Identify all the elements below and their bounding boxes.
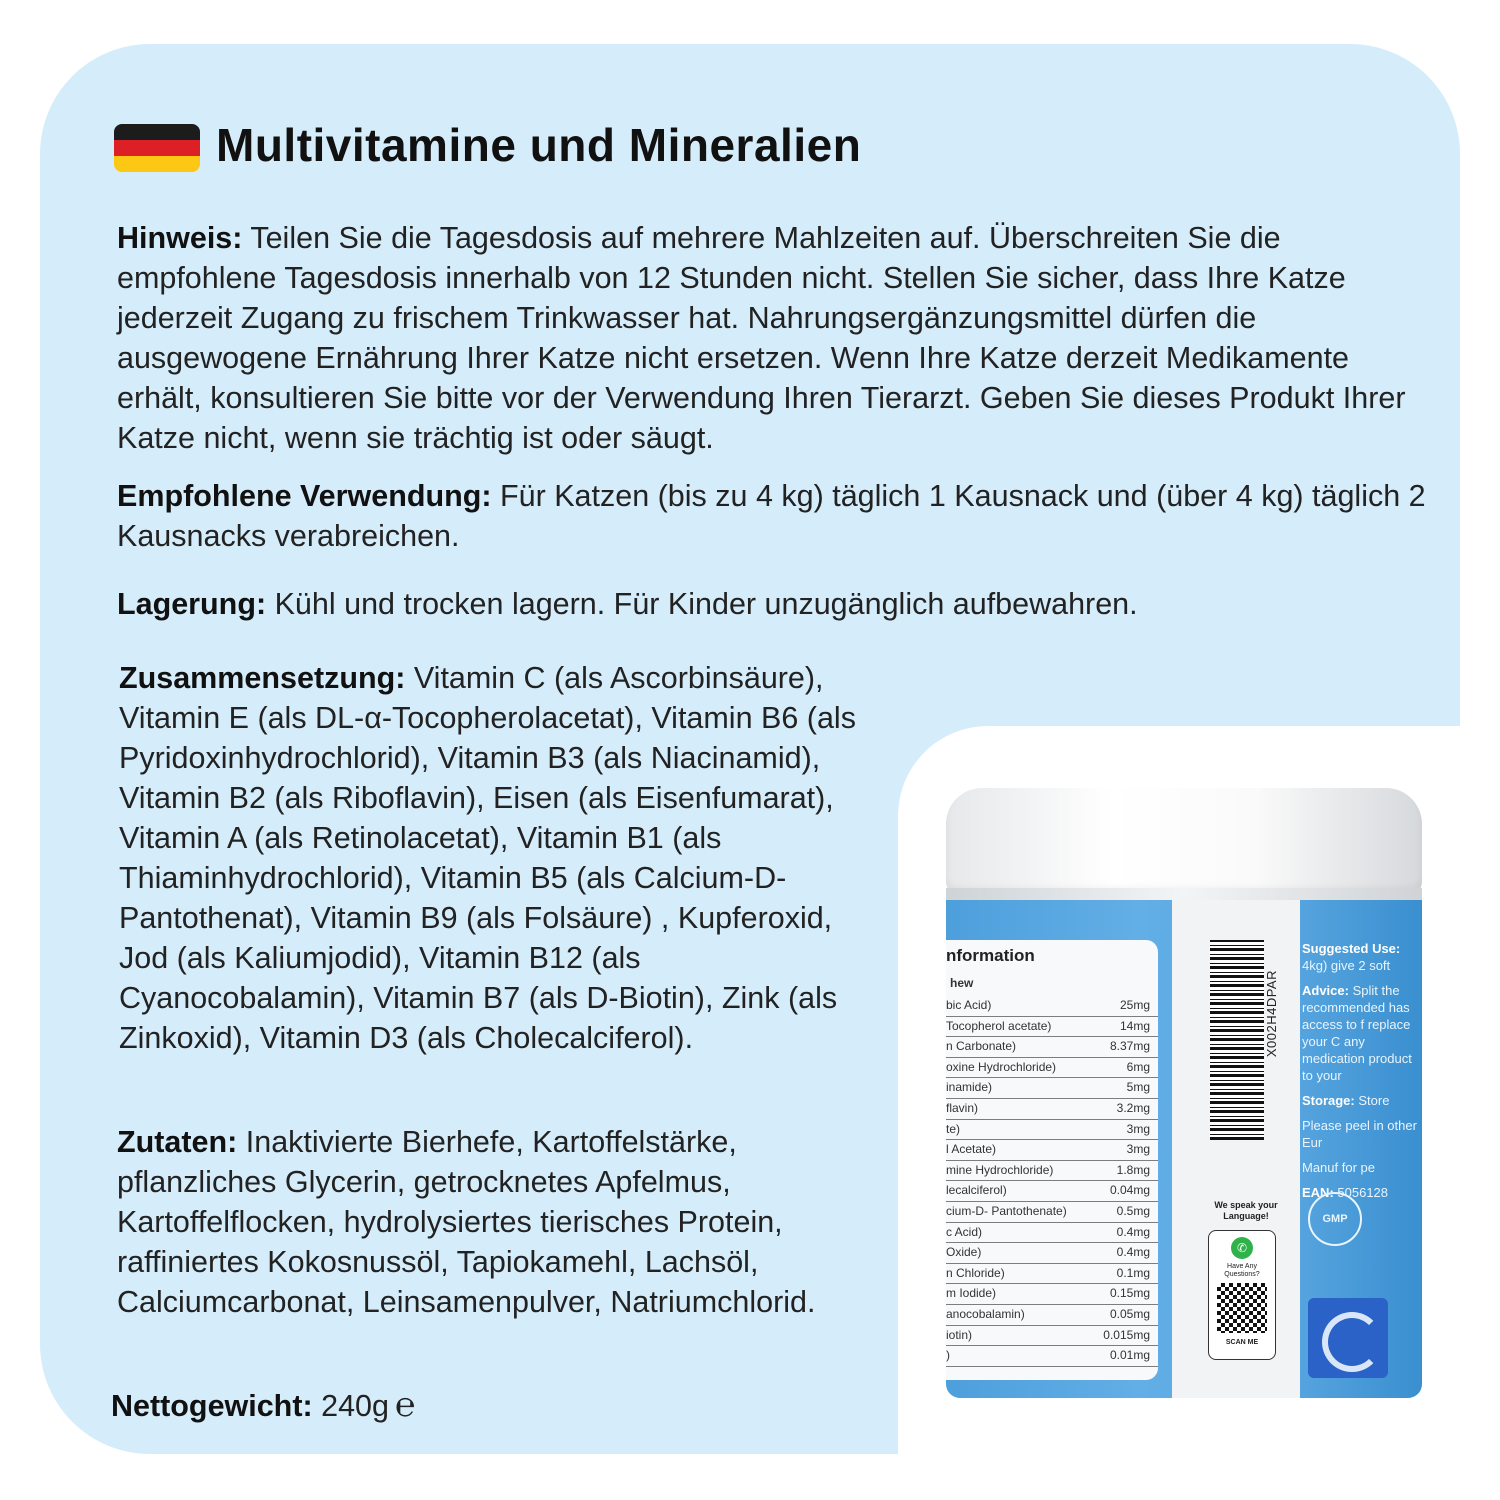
- jar-side-line-text: Split the recommended has access to f replace your C any medication product to your: [1302, 983, 1412, 1083]
- nutrition-row-amount: 25mg: [1119, 998, 1150, 1012]
- nutrition-row-amount: 3mg: [1126, 1121, 1150, 1136]
- nutrition-row-amount: 0.05mg: [1109, 1306, 1150, 1321]
- nutrition-row: [946, 1223, 1158, 1244]
- nutrition-row-name: anocobalamin): [946, 1306, 1025, 1321]
- jar-side-line-label: Advice:: [1302, 983, 1349, 998]
- jar-side-line: [1302, 1117, 1422, 1151]
- nutrition-row-amount: 0.04mg: [1109, 1183, 1150, 1198]
- jar-side-line-text: 4kg) give 2 soft: [1302, 958, 1391, 973]
- lagerung-paragraph: [117, 584, 1437, 624]
- scan-me-text: SCAN ME: [1225, 1339, 1259, 1346]
- qr-card: [1208, 1230, 1276, 1360]
- hinweis-text: Teilen Sie die Tagesdosis auf mehrere Mahlzeiten auf. Überschreiten Sie die empfohlene Tagesdosis innerhalb von 12 Stunden nicht. Stellen Sie sicher, dass Ihre Katze jederzeit Zugang zu frischem Trinkwasser hat. Nahrungsergänzungsmittel dürfen die ausgewogene Ernährung Ihrer Katze nicht ersetzen. Wenn Ihre Katze derzeit Medikamente erhält, konsultieren Sie bitte vor der Verwendung Ihren Tierarzt. Geben Sie dieses Produkt Ihrer Katze nicht, wenn sie trächtig ist oder säugt.: [117, 221, 1406, 455]
- nutrition-row-name: flavin): [946, 1100, 979, 1115]
- jar-side-line-text: Please peel in other Eur: [1302, 1118, 1417, 1150]
- jar-side-line-label: EAN:: [1302, 1185, 1334, 1200]
- barcode-text: X002H4DPAR: [1264, 970, 1279, 1058]
- estimated-sign-icon: ℮: [394, 1385, 416, 1425]
- nutrition-row-amount: 3.2mg: [1116, 1100, 1150, 1115]
- nutrition-row-amount: 3mg: [1126, 1142, 1150, 1157]
- jar-side-line-text: Store: [1354, 1093, 1390, 1108]
- germany-flag-icon: [114, 124, 200, 172]
- questions-text: Have Any Questions?: [1224, 1263, 1260, 1278]
- jar-body: [946, 900, 1422, 1398]
- brand-logo-ring: [1322, 1312, 1382, 1372]
- nutrition-row-name: n Carbonate): [946, 1039, 1017, 1054]
- jar-lid: [946, 788, 1422, 894]
- nutrition-row-name: iotin): [946, 1327, 973, 1342]
- nutrition-panel: [946, 940, 1158, 1380]
- jar-side-line-text: Manuf for pe: [1302, 1160, 1375, 1175]
- netto-label: Nettogewicht:: [111, 1389, 313, 1423]
- nutrition-row-name: oxine Hydrochloride): [946, 1059, 1057, 1074]
- lagerung-label: Lagerung:: [117, 587, 267, 621]
- nutrition-row: [946, 1202, 1158, 1223]
- nutrition-row-amount: 0.4mg: [1116, 1224, 1150, 1239]
- netto-paragraph: [111, 1385, 811, 1426]
- netto-value: 240g: [312, 1389, 389, 1423]
- page-title: Multivitamine und Mineralien: [216, 119, 862, 171]
- qr-code-icon: [1217, 1283, 1267, 1333]
- label-strip: [1172, 900, 1300, 1398]
- nutrition-row: [946, 1181, 1158, 1202]
- nutrition-panel-title: nformation: [946, 946, 1035, 965]
- zusammensetzung-label: Zusammensetzung:: [119, 661, 406, 695]
- lagerung-text: Kühl und trocken lagern. Für Kinder unzugänglich aufbewahren.: [266, 587, 1138, 621]
- nutrition-row: [946, 1058, 1158, 1079]
- jar-side-line-label: Suggested Use:: [1302, 941, 1401, 956]
- zutaten-text: Inaktivierte Bierhefe, Kartoffelstärke, pflanzliches Glycerin, getrocknetes Apfelmus, Kartoffelflocken, hydrolysiertes tierisches Protein, raffiniertes Kokosnussöl, Tapiokamehl, Lachsöl, Calciumcarbonat, Leinsamenpulver, Natriumchlorid.: [117, 1125, 816, 1319]
- nutrition-row-amount: 1.8mg: [1116, 1162, 1150, 1177]
- nutrition-row: [946, 1120, 1158, 1141]
- nutrition-row: [946, 1243, 1158, 1264]
- nutrition-row-amount: 8.37mg: [1109, 1039, 1150, 1054]
- jar-side-line: [1302, 1159, 1422, 1176]
- nutrition-row-name: Oxide): [946, 1245, 982, 1260]
- nutrition-row: [946, 1140, 1158, 1161]
- nutrition-row-name: n Chloride): [946, 1265, 1005, 1280]
- gmp-badge-icon: GMP: [1308, 1192, 1362, 1246]
- nutrition-row: [946, 1346, 1158, 1367]
- nutrition-row-amount: 14mg: [1119, 1018, 1150, 1033]
- speak-language-text: We speak your Language!: [1214, 1200, 1278, 1221]
- nutrition-row: [946, 1017, 1158, 1038]
- jar-side-line: [1302, 940, 1422, 974]
- nutrition-row-amount: 0.15mg: [1109, 1286, 1150, 1301]
- zusammensetzung-paragraph: [119, 658, 884, 1058]
- nutrition-row: [946, 1284, 1158, 1305]
- hinweis-paragraph: [117, 218, 1437, 458]
- nutrition-panel-subtitle: hew: [950, 976, 974, 990]
- nutrition-row-name: c Acid): [946, 1224, 983, 1239]
- verwendung-paragraph: [117, 476, 1437, 556]
- zusammensetzung-text: Vitamin C (als Ascorbinsäure), Vitamin E (als DL-α-Tocopherolacetat), Vitamin B6 (als Pyridoxinhydrochlorid), Vitamin B3 (als Niacinamid), Vitamin B2 (als Riboflavin), Eisen (als Eisenfumarat), Vitamin A (als Retinolacetat), Vitamin B1 (als Thiaminhydrochlorid), Vitamin B5 (als Calcium-D-Pantothenat), Vitamin B9 (als Folsäure) , Kupferoxid, Jod (als Kaliumjodid), Vitamin B12 (als Cyanocobalamin), Vitamin B7 (als D-Biotin), Zink (als Zinkoxid), Vitamin D3 (als Cholecalciferol).: [119, 661, 856, 1055]
- nutrition-row-name: mine Hydrochloride): [946, 1162, 1054, 1177]
- nutrition-row-name: inamide): [946, 1080, 993, 1095]
- nutrition-row-name: cium-D- Pantothenate): [946, 1203, 1067, 1218]
- barcode-icon: [1210, 940, 1264, 1140]
- zutaten-label: Zutaten:: [117, 1125, 238, 1159]
- nutrition-row-name: lecalciferol): [946, 1183, 1007, 1198]
- nutrition-row-amount: 5mg: [1126, 1080, 1150, 1095]
- nutrition-row-name: Tocopherol acetate): [946, 1018, 1052, 1033]
- nutrition-row-amount: 0.4mg: [1116, 1245, 1150, 1260]
- nutrition-row-name: bic Acid): [946, 998, 992, 1012]
- jar-side-line-text: 5056128: [1333, 1185, 1389, 1200]
- brand-logo-icon: [1308, 1298, 1388, 1378]
- whatsapp-icon: ✆: [1231, 1237, 1253, 1259]
- jar-side-text: [1302, 940, 1422, 1209]
- jar-side-line-label: Storage:: [1302, 1093, 1355, 1108]
- nutrition-rows: [946, 996, 1158, 1367]
- nutrition-row: [946, 1305, 1158, 1326]
- nutrition-row-amount: 0.015mg: [1103, 1327, 1150, 1342]
- hinweis-label: Hinweis:: [117, 221, 243, 255]
- nutrition-row-name: l Acetate): [946, 1142, 997, 1157]
- nutrition-row-amount: 0.01mg: [1109, 1348, 1150, 1363]
- nutrition-row: [946, 1326, 1158, 1347]
- verwendung-label: Empfohlene Verwendung:: [117, 479, 492, 513]
- nutrition-row-amount: 6mg: [1126, 1059, 1150, 1074]
- nutrition-row-amount: 0.1mg: [1116, 1265, 1150, 1280]
- nutrition-row-name: ): [946, 1348, 950, 1363]
- nutrition-row: [946, 1264, 1158, 1285]
- nutrition-row-amount: 0.5mg: [1116, 1203, 1150, 1218]
- nutrition-row: [946, 996, 1158, 1017]
- jar-side-line: [1302, 982, 1422, 1084]
- jar-side-line: [1302, 1092, 1422, 1109]
- nutrition-row-name: te): [946, 1121, 961, 1136]
- product-jar-image: [946, 788, 1422, 1398]
- nutrition-row-name: m Iodide): [946, 1286, 997, 1301]
- nutrition-row: [946, 1099, 1158, 1120]
- nutrition-row: [946, 1037, 1158, 1058]
- nutrition-row: [946, 1078, 1158, 1099]
- verwendung-text: Für Katzen (bis zu 4 kg) täglich 1 Kausnack und (über 4 kg) täglich 2 Kausnacks verabreichen.: [117, 479, 1426, 553]
- nutrition-row: [946, 1161, 1158, 1182]
- zutaten-paragraph: [117, 1122, 877, 1322]
